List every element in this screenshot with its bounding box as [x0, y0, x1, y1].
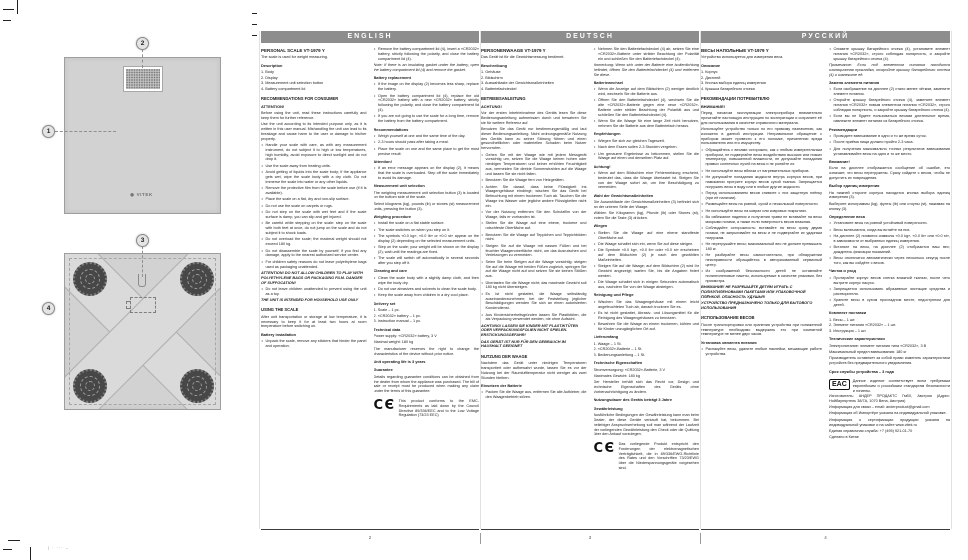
bullet-item: • If an error message appears on the display (2), it means that the scale is overloaded. Step off the scale immediately to avoid its damage.: [374, 166, 480, 180]
bullet-item: • Es ist nicht gestattet, Abrasiv- und Lösungsmittel für die Reinigung des Waagengehäuses zu benutzen.: [594, 311, 700, 321]
sub-header: Measurement unit selection: [373, 183, 425, 189]
sub-header: Battery installation: [261, 331, 297, 337]
sub-header: Срок службы устройства – 3 года: [829, 368, 894, 374]
bullet-item: • Do not disassemble the scale by yourself; if you find any damage, apply to the nearest authorized service center.: [261, 249, 367, 259]
callout-4: 4: [42, 302, 55, 315]
bullet-item: • Весы отключатся автоматически через несколько секунд после того, как вы сойдёте с весов.: [829, 256, 950, 266]
note-paragraph: Note: If there is an insulating gasket under the battery, open the battery compartment lid (4) and remove the gasket.: [373, 62, 479, 72]
bullet-item: • If the image on the display (2) becomes less sharp, replace the battery.: [374, 82, 480, 92]
bullet-item: • Open the battery compartment lid (4), replace the old «CR2032» battery with a new «CR2032» battery, strictly following the polarity, and close the battery compartment lid (4).: [374, 94, 480, 113]
numbered-item: 1. Весы – 1 шт.: [829, 317, 856, 322]
warning-note: ACHTUNG! LASSEN SIE KINDER MIT PLASTIKTÜTEN ODER VERPACKUNGSFOLIEN NICHT SPIELEN. ERSTICKUNGSGEFAHR!: [481, 323, 579, 338]
bullet-item: • Die Waage schaltet sich in einigen Sekunden automatisch aus, nachdem Sie von der Waage absteigen.: [594, 280, 700, 290]
sub-header: Cleaning and care: [373, 268, 408, 274]
paragraph: Производитель оставляет за собой право изменять характеристики устройств без предварительного уведомления.: [829, 356, 950, 366]
bullet-item: • If you are not going to use the scale for a long time, remove the battery from the battery compartment.: [374, 114, 480, 124]
bullet-item: • Соблюдайте осторожность: вставайте на весы сразу двумя ногами, не запрыгивайте на весы и не подвергайте их ударным нагрузкам.: [701, 226, 822, 240]
page-number-russian: 4: [824, 535, 827, 540]
paragraph: Der Hersteller behält sich das Recht vor, Design und technische Eigenschaften des Geräts ohne Vorbenachrichtigung zu ändern.: [593, 380, 699, 394]
bullet-item: • Die Waage schaltet sich ein, wenn Sie auf diese steigen.: [594, 242, 700, 247]
bullet-item: • Handle your scale with care, as with any measurement instrument, do not subject it to high or low temperatures, high humidity, avoid exposure to direct sunlight and do not drop it.: [261, 143, 367, 162]
callout-3: 3: [136, 234, 149, 247]
paragraph: Die Auswahltaste der Gewichtsmaßeinheiten (3) befindet sich an der unteren Seite der Waage.: [593, 200, 699, 209]
bullet-item: • Распакуйте весы, удалите любые наклейки, мешающие работе устройства.: [701, 347, 822, 357]
bullet-item: • Use the scale away from heating units.: [261, 164, 367, 169]
bullet-item: • Die Symbole «0.0 kg», «0.0 lb» oder «0.0 st» erscheinen auf dem Bildschirm (2) je nach den gewählten Maßeinheiten.: [594, 248, 700, 262]
bullet-item: • Be careful while stepping on the scale: step on the scale with both feet at once, do not jump on the scale and do not subject it to shock loads.: [261, 221, 367, 235]
bullet-item: • Remove the battery compartment lid (4), insert a «CR2032» battery, strictly following the polarity, and close the battery compartment lid (4).: [374, 47, 480, 61]
bullet-item: • Place the scale on a flat, dry and non-slip surface.: [261, 197, 367, 202]
paragraph: Maximal weight: 180 kg: [373, 340, 414, 345]
numbered-item: 3. Bedienungsanleitung – 1 St.: [593, 352, 646, 357]
bullet-item: • Не перегружайте весы; максимальный вес не должен превышать 180 кг.: [701, 242, 822, 252]
sub-header: Achtung!: [593, 163, 611, 169]
bullet-item: • Если вы не будете пользоваться весами длительное время, извлеките элемент питания из батарейного отсека.: [829, 114, 950, 124]
bullet-item: • Stellen Sie die Waage auf eine ebene, trockene und rutschfeste Oberfläche auf.: [481, 221, 587, 231]
bullet-item: • Откройте крышку батарейного отсека (4), замените элемент питания «CR2032» новым элементом питания «CR2032», строго соблюдая полярность, и закройте крышку батарейного отсека (4).: [829, 98, 950, 112]
paragraph: Benutzen Sie das Gerät nur bestimmungsmäßig und laut dieser Bedienungsanleitung. Nicht ordnungsgemäße Nutzung des Geräts kann zu seiner Störung führen und einen gesundheitlichen oder materiellen Schaden beim Nutzer hervorrufen.: [481, 127, 587, 151]
sub-header: Чистка и уход: [829, 268, 856, 274]
deutsch-column-2: [594, 47, 700, 527]
foot-bottom-right: [180, 369, 214, 403]
numbered-item: 2. Bildschirm: [481, 75, 503, 80]
paragraph: Power supply: «CR2032» battery, 3 V: [373, 334, 437, 339]
paragraph: Устройство используется для измерения веса.: [701, 55, 784, 60]
bullet-item: • Если изображение на дисплее (2) стало менее чётким, замените элемент питания.: [829, 87, 950, 97]
paragraph: Details regarding guarantee conditions can be obtained from the dealer from whom the appliance was purchased. The bill of sale or receipt must be produced when making any claim under the terms of this guarantee.: [373, 374, 479, 394]
paragraph: Nachdem das Gerät unter niedrigen Temperaturen transportiert oder aufbewahrt wurde, lassen Sie es vor der Nutzung bei der Raumlufttemperatur nicht weniger als zwei Stunden bleiben.: [481, 361, 587, 380]
bullet-item: • Обращайтесь с весами осторожно, как с любым измерительным прибором, не подвергайте весы воздействию высоких или низких температур, повышенной влажности, не допускайте попадания прямых солнечных лучей на весы и не роняйте их.: [701, 148, 822, 167]
sub-header: Description: [261, 62, 283, 68]
paragraph: Das Gerät ist für die Gewichtsmessung bestimmt.: [481, 55, 565, 60]
bullet-item: • Stellen Sie die Waage auf eine ebene standfeste Oberfläche auf.: [594, 231, 700, 241]
numbered-item: 4. Batteriefachdeckel: [481, 86, 517, 91]
bullet-item: • Весы включаются, когда вы встаёте на них.: [829, 228, 950, 233]
paragraph: Изготовитель: АНДЕР ПРОДАКТС ГмбХ, Австрия (Адрес: Нойбаугюртель 38/7А, 1070 Вена, Австрия): [829, 393, 950, 403]
english-column-1: [261, 47, 367, 527]
paragraph: Максимальный предел взвешивания: 180 кг: [829, 350, 907, 355]
paragraph: Информация о сертификации продукции указана на индивидуальной упаковке и на сайте www.vitek.ru: [829, 417, 950, 427]
paragraph: Единая справочная служба: +7 (495) 921-01-70: [829, 428, 913, 433]
language-header-english: ENGLISH: [261, 31, 479, 43]
foot-top-left: [73, 262, 107, 296]
paragraph: Электропитание: элемент питания типа «CR2032», 3 В: [829, 343, 927, 348]
bullet-item: • Do not use abrasives and solvents to clean the scale body.: [374, 287, 480, 292]
bullet-item: • Снимите крышку батарейного отсека (4), установите элемент питания «CR2032», строго соблюдая полярность, и закройте крышку батарейного отсека (4).: [829, 47, 950, 61]
manual-title: ВЕСЫ НАПОЛЬНЫЕ VT-1979 Y: [701, 48, 769, 53]
diagrams-page: [0, 0, 258, 560]
numbered-item: 3. Measurement unit selection button: [261, 81, 324, 86]
bullet-item: • 2-3 hours should pass after taking a meal.: [374, 140, 480, 145]
sub-header: ATTENTION!: [261, 103, 285, 109]
bullet-item: • Packen Sie die Waage aus, entfernen Sie alle Aufkleber, die den Waagenbetrieb stören.: [481, 390, 587, 400]
foot-top-right: [180, 262, 214, 296]
bullet-item: • Во избежание падения и получения травм не вставайте на весы мокрыми ногами, а также если поверхность весов влажная.: [701, 215, 822, 225]
russian-column-2: [829, 47, 950, 527]
bullet-item: • For children safety reasons do not leave polyethylene bags used as packaging unattended.: [261, 260, 367, 270]
battery-compartment-nub: [126, 301, 131, 309]
page-deutsch: [481, 31, 699, 530]
sub-header: ВНИМАНИЕ!: [701, 103, 725, 109]
fold-hairline-4: [951, 31, 952, 529]
paragraph: The scale is used for weight measuring.: [261, 55, 328, 60]
bullet-item: • Wenn auf dem Bildschirm eine Fehlermeldung erscheint, bedeutet das, dass die Waage überlastet ist. Steigen Sie von der Waage sofort ab, um ihre Beschädigung zu vermeiden.: [594, 171, 700, 190]
sub-header: Замена элемента питания: [829, 79, 880, 85]
paragraph: Vor der ersten Inbetriebnahme des Geräts lesen Sie diese Bedienungsanleitung aufmerksam durch und bewahren Sie sie für weitere Referenz auf.: [481, 111, 587, 125]
numbered-item: 1. Waage – 1 St.: [593, 341, 622, 346]
bullet-item: • The scale will switch off automatically in several seconds after you step off it.: [374, 256, 480, 266]
bullet-item: • Не используйте весы вблизи от нагревательных приборов.: [701, 169, 822, 174]
warning-note: УСТРОЙСТВО ПРЕДНАЗНАЧЕНО ТОЛЬКО ДЛЯ БЫТОВОГО ИСПОЛЬЗОВАНИЯ: [701, 301, 813, 311]
numbered-item: 2. Элемент питания «CR2032» – 1 шт.: [829, 323, 897, 328]
bullet-item: • Встаньте на весы, на дисплее (2) отобразится ваш вес; дождитесь фиксации показаний.: [829, 245, 950, 255]
sub-header: Комплект поставки: [829, 310, 867, 316]
sub-header: Gewährleistung: [593, 405, 623, 411]
note-paragraph: Примечание: Если под элементом питания находится изоляционная прокладка, откройте крышку батарейного отсека (4) и извлеките её.: [829, 62, 950, 77]
bullet-item: • Nehmen Sie den Batteriefachdeckel (4) ab, setzen Sie eine «CR2032»-Batterie unter strikter Beachtung der Polarität ein und schließen Sie den Batteriefachdeckel (4).: [594, 47, 700, 61]
bullet-item: • После приёма пищи должно пройти 2-3 часа.: [829, 140, 950, 145]
page-english: [261, 31, 479, 530]
scale-display: [124, 67, 162, 91]
language-header-russian: РУССКИЙ: [701, 31, 950, 43]
page-number-deutsch: 3: [588, 535, 592, 540]
ce-conformity-block: [374, 399, 480, 418]
bullet-item: • Wiegen Sie sich zur gleichen Tageszeit.: [594, 139, 700, 144]
sub-header: Battery replacement: [373, 75, 411, 81]
sub-header: Recommendations: [373, 126, 409, 132]
scale-bottom-view: [64, 253, 221, 410]
sub-header: Attention!: [373, 158, 392, 164]
page-number-english: 2: [368, 535, 372, 540]
sub-header: Описание: [701, 62, 721, 68]
bullet-item: • Benutzen Sie die Waage fern von Heizgeräten.: [481, 178, 587, 183]
bullet-item: • Запрещается использовать абразивные чистящие средства и растворители.: [829, 287, 950, 297]
numbered-item: 2. Display: [261, 75, 278, 80]
bullet-item: • Öffnen Sie den Batteriefachdeckel (4), wechseln Sie die alte «CR2032»-Batterie gegen eine neue «CR2032»-Batterie unter strikter Beachtung der Polarität aus und schließen Sie den Batteriefachdeckel (4).: [594, 98, 700, 117]
page-russian: [701, 31, 950, 530]
bullet-item: • Steigen Sie auf die Waage; auf dem Bildschirm (2) wird Ihr Gewicht angezeigt; warten Sie, bis die Angaben fixiert werden.: [594, 264, 700, 278]
bullet-item: • Clean the scale body with a slightly damp cloth, and then wipe the body dry.: [374, 276, 480, 286]
fold-hairline-1: [259, 31, 260, 529]
sub-header: Reinigung und Pflege: [593, 292, 634, 298]
paragraph: Выберите килограммы (kg), фунты (lb) или стоуны (st), нажимая на кнопку (3).: [829, 201, 950, 211]
vitek-logo-mark-icon: ◉: [130, 192, 137, 197]
paragraph: Используйте устройство только по его прямому назначению, как изложено в данной инструкции. Неправильное обращение с прибором может привести к его поломке, причинению вреда пользователю или его имуществу.: [701, 127, 822, 146]
english-column-2: [374, 47, 480, 527]
bullet-item: • Step on the scale; your weight will be shown on the display (2); wait until the readings are fixed.: [374, 245, 480, 255]
sub-header: Technical data: [373, 326, 401, 332]
bullet-item: • Unpack the scale, remove any stickers that hinder the panel and operation.: [261, 339, 367, 349]
bullet-item: • Bewahren Sie die Waage an einem trockenen, kühlen und für Kinder unzugänglichen Ort auf.: [594, 322, 700, 332]
eac-mark-icon: EAC: [829, 379, 850, 390]
print-info-text: | · ··· –: [48, 545, 69, 550]
conformity-text: Das vorliegende Produkt entspricht den Forderungen der elektromagnetischen Verträglichkeit, die in 89/336/EWG-Richtlinie des Rates und den Vorschriften 73/23/EWG über die Niederspannungsgeräte vorgesehen sind.: [618, 442, 699, 471]
bullet-item: • Aus Kindersicherheitsgründen lassen Sie Plastiktüten, die als Verpackung verwendet werden, nie ohne Aufsicht.: [481, 313, 587, 323]
russian-column-1: [701, 47, 822, 527]
paragraph: Stromversorgung: «CR2032»-Batterie, 3 V: [593, 367, 666, 372]
bullet-item: • Avoid getting of liquids into the scale body; if the appliance gets wet, wipe the scale body with a dry cloth. Do not immerse the scale into water or any other liquids.: [261, 170, 367, 184]
language-header-deutsch: DEUTSCH: [481, 31, 699, 43]
section-header: РЕКОМЕНДАЦИИ ПОТРЕБИТЕЛЮ: [701, 96, 770, 102]
bullet-item: • Achten Sie darauf, dass keine Flüssigkeit ins Waagengehäuse eindringt; wischen Sie das Gerät bei Befeuchtung mit einem trockenen Tuch ab. Tauchen Sie die Waage ins Wasser oder jegliche andere Flüssigkeiten nicht ein.: [481, 185, 587, 209]
paragraph: Use the unit according to its intended purpose only, as it is written in this user manual. Mishandling the unit can lead to its breakage and cause harm to the user or damage to his/her property.: [261, 122, 367, 141]
numbered-item: 1. Scale – 1 pc.: [373, 308, 400, 313]
callout-1: 1: [42, 125, 55, 138]
paragraph: The weighing measurement unit selection button (3) is located on the bottom side of the scale.: [373, 190, 479, 200]
bullet-item: • Из соображений безопасности детей не оставляйте полиэтиленовые пакеты, используемые в качестве упаковки, без присмотра.: [701, 269, 822, 283]
sub-header: Batteriewechsel: [593, 79, 624, 85]
sub-header: Technische Eigenschaften: [593, 360, 643, 366]
vitek-logo: [64, 192, 219, 198]
bullet-item: • Не разбирайте весы самостоятельно, при обнаружении неисправности обращайтесь в авторизованный сервисный центр.: [701, 253, 822, 267]
vitek-logo-text: VITEK: [136, 192, 153, 197]
numbered-item: 1. Body: [261, 70, 274, 75]
bullet-item: • Do not use the scale on carpets or rugs.: [261, 204, 367, 209]
paragraph: Если на дисплее отображается сообщение об ошибке, это означает, что весы перегружены. Сразу сойдите с весов, чтобы не допустить их повреждения.: [829, 166, 950, 180]
bullet-item: • Не допускайте попадания жидкости внутрь корпуса весов, при намокании протрите корпус весов сухой тканью. Запрещается погружать весы в воду или в любые другие жидкости.: [701, 175, 822, 189]
section-header: RECOMMENDATIONS FOR CONSUMER: [261, 96, 339, 102]
foot-bottom-left: [73, 369, 107, 403]
conformity-text: This product conforms to the EMC-Requirements as laid down by the Council Directive 89/336/EEC and to the Low Voltage Regulation (73/23 EEC): [398, 398, 479, 418]
callout-3-leader-line: [142, 246, 143, 277]
sub-header: Wahl der Gewichtsmaßeinheiten: [593, 192, 654, 198]
numbered-item: 1. Gehäuse: [481, 70, 501, 75]
ce-mark-icon: CЄ: [593, 441, 616, 457]
section-header: BETRIEBSANLEITUNG: [481, 96, 526, 102]
warning-note: DAS GERÄT IST NUR FÜR DEN GEBRAUCH IM HAUSHALT GEEIGNET: [481, 339, 566, 349]
bullet-item: • Для получения максимально точных результатов взвешивания устанавливайте весы на одно и то же место.: [829, 147, 950, 157]
callout-1-leader-line: [55, 131, 116, 132]
bullet-item: • Do not step on the scale with wet feet and if the scale surface is damp, you can slip and get injured.: [261, 210, 367, 220]
numbered-item: 4. Battery compartment lid: [261, 86, 306, 91]
bullet-item: • Überlasten Sie die Waage nicht; das maximale Gewicht soll 180 kg nicht übersteigen.: [481, 281, 587, 291]
bullet-item: • Gehen Sie mit der Waage wie mit jedem Messgerät vorsichtig um, setzen Sie die Waage keinen hohen oder niedrigen Temperaturen und keiner erhöhten Feuchtigkeit aus, vermeiden Sie direkte Sonnenstrahlen auf die Waage und lassen Sie sie nicht fallen.: [481, 153, 587, 177]
paragraph: Maximales Gewicht: 180 kg: [593, 374, 640, 379]
bullet-item: • Do not overload the scale; the maximal weight should not exceed 180 kg.: [261, 237, 367, 247]
paragraph: Before using the unit, read these instructions carefully and keep them for further reference.: [261, 111, 367, 120]
bullet-item: • Benutzen Sie die Waage auf Teppichen und Teppichböden nicht.: [481, 233, 587, 243]
sub-header: Lieferumfang: [593, 334, 619, 340]
paragraph: После транспортировки или хранения устройства при пониженной температуре необходимо выдержать его при комнатной температуре не менее двух часов.: [701, 322, 822, 337]
bullet-item: • Протирайте корпус весов слегка влажной тканью, после чего вытрите корпус насухо.: [829, 276, 950, 286]
bullet-item: • Размещайте весы на ровной, сухой и нескользкой поверхности.: [701, 202, 822, 207]
bullet-item: • Проводите взвешивание в одно и то же время суток.: [829, 134, 950, 139]
bullet-item: • Es ist nicht gestattet, die Waage selbständig auseinanderzunehmen; bei der Feststellung jeglicher Beschädigungen wenden Sie sich an einen autorisierten Kundendienst.: [481, 292, 587, 311]
note-paragraph: Anmerkung: Wenn sich unter der Batterie eine Isolierdichtung befindet, öffnen Sie den Batteriefachdeckel (4) und entfernen Sie diese.: [593, 62, 699, 77]
bullet-item: • Weigh yourself at one and the same time of the day.: [374, 134, 480, 139]
sub-header: Weighing procedure: [373, 213, 412, 219]
numbered-item: 1. Корпус: [701, 70, 718, 75]
bullet-item: • Храните весы в сухом прохладном месте, недоступном для детей.: [829, 298, 950, 308]
numbered-item: 4. Крышка батарейного отсека: [701, 86, 755, 91]
paragraph: Информация об Импортёре указана на индивидуальной упаковке.: [829, 411, 947, 416]
conformity-text: Данное изделие соответствует всем требуемым европейским и российским стандартам безопасности и гигиены.: [852, 379, 950, 394]
bullet-item: • Установите весы на ровной устойчивой поверхности.: [829, 221, 950, 226]
deutsch-column-1: [481, 47, 587, 527]
sub-header: Empfehlungen: [593, 131, 621, 137]
manual-title: PERSONENWAAGE VT-1979 Y: [481, 48, 546, 53]
callout-2-leader-line: [142, 49, 143, 68]
bullet-item: • На дисплее (2) появятся символы «0.0 kg», «0.0 lb» или «0.0 st», в зависимости от выбранных единиц измерения.: [829, 234, 950, 244]
bullet-item: • The symbols «0.0 kg», «0.0 lb» or «0.0 st» appear on the display (2) depending on the selected measurement units.: [374, 234, 480, 244]
callout-2: 2: [136, 37, 149, 50]
numbered-item: 2. «CR2032»-Batterie – 1 St.: [593, 347, 643, 352]
manual-title: PERSONAL SCALE VT-1979 Y: [261, 48, 325, 53]
bullet-item: • Не используйте весы на коврах или ковровых покрытиях.: [701, 209, 822, 214]
warning-note: ВНИМАНИЕ! НЕ РАЗРЕШАЙТЕ ДЕТЯМ ИГРАТЬ С ПОЛИЭТИЛЕНОВЫМИ ПАКЕТАМИ ИЛИ УПАКОВОЧНОЙ ПЛЁНКОЙ. ОПАСНОСТЬ УДУШЬЯ!: [701, 285, 806, 299]
bullet-item: • Install the scale on a flat stable surface.: [374, 221, 480, 226]
bullet-item: • Place the scale on one and the same place to get the most precise result.: [374, 147, 480, 157]
eac-conformity-block: [829, 379, 950, 393]
paragraph: Wählen Sie Kilogramm (kg), Pfunde (lb) oder Stones (st), indem Sie die Taste (3) drücken.: [593, 211, 699, 221]
bullet-item: • Wenn die Anzeige auf dem Bildschirm (2) weniger deutlich wird, wechseln Sie die Batterie aus.: [594, 87, 700, 97]
sub-header: Wiegen: [593, 223, 608, 229]
paragraph: Перед началом эксплуатации электроприбора внимательно прочитайте настоящую инструкцию по эксплуатации и сохраните её для использования в качестве справочного материала.: [701, 111, 822, 125]
bullet-item: • Remove the protective film from the scale before use (if it is available).: [261, 186, 367, 196]
bullet-item: • Um genauere Ergebnisse zu bekommen, stellen Sie die Waage auf einen und denselben Platz auf.: [594, 152, 700, 162]
warning-note: THE UNIT IS INTENDED FOR HOUSEHOLD USE ONLY: [261, 298, 359, 303]
sub-header: Einsetzen der Batterie: [481, 382, 522, 388]
ce-mark-icon: CЄ: [373, 397, 396, 413]
bullet-item: • Перед использованием весов снимите с них защитную плёнку (при её наличии).: [701, 191, 822, 201]
numbered-item: 3. Instruction manual – 1 pc.: [373, 319, 422, 324]
bullet-item: • Wischen Sie das Waagengehäuse mit einem leicht angefeuchteten Tuch ab, danach trocknen Sie es.: [594, 300, 700, 310]
numbered-item: 2. «CR2032» battery – 1 pc.: [373, 313, 421, 318]
paragraph: Select kilograms (kg), pounds (lb) or stones (st) measurement units, pressing the button (3).: [373, 201, 479, 211]
paragraph: На нижней стороне корпуса находится кнопка выбора единиц измерения (3).: [829, 190, 950, 200]
section-header: NUTZUNG DER WAAGE: [481, 353, 528, 359]
numbered-item: 3. Инструкция – 1 шт.: [829, 328, 867, 333]
bullet-item: • Wenn Sie die Waage für eine lange Zeit nicht benutzen, nehmen Sie die Batterie aus dem Batteriefach heraus.: [594, 119, 700, 129]
numbered-item: 3. Кнопка выбора единиц измерения: [701, 81, 766, 86]
paragraph: Информация для связи – email: anderproduct@gmail.com: [829, 405, 930, 409]
paragraph: After unit transportation or storage at low temperature, it is necessary to keep it for at least two hours at room temperature before switching on.: [261, 314, 367, 329]
warning-note: ATTENTION! DO NOT ALLOW CHILDREN TO PLAY WITH POLYETHYLENE BAGS OR PACKAGING FILM. DANGER OF SUFFOCATION!: [261, 270, 363, 285]
bullet-item: • Do not leave children unattended to prevent using the unit as a toy.: [261, 287, 367, 297]
sub-header: Определение веса: [829, 213, 865, 219]
bullet-item: • Keep the scale away from children in a dry cool place.: [374, 293, 480, 298]
ce-conformity-block: [594, 442, 700, 471]
paragraph: The manufacturer reserves the right to change the characteristics of the device without prior notice.: [373, 346, 479, 356]
bullet-item: • The scale switches on when you step on it.: [374, 228, 480, 233]
numbered-item: 3. Auswahltaste der Gewichtsmaßeinheiten: [481, 81, 554, 86]
bullet-item: • Nach dem Essen sollen 2-3 Stunden vergehen.: [594, 145, 700, 150]
section-header: USING THE SCALE: [261, 307, 299, 313]
battery-compartment: [130, 297, 156, 313]
bullet-item: • Vor der Nutzung entfernen Sie den Schutzfilm von der Waage, falls er vorhanden ist.: [481, 210, 587, 220]
sub-header: Delivery set: [373, 300, 396, 306]
section-header: ИСПОЛЬЗОВАНИЕ ВЕСОВ: [701, 315, 755, 321]
sub-header: Unit operating life is 3 years: [373, 358, 426, 364]
bullet-item: • Steigen Sie auf die Waage mit nassen Füßen und bei feuchter Waagenoberfläche nicht, um das Ausrutschen und Verletzungen zu vermeiden.: [481, 244, 587, 258]
bullet-item: • Seien Sie beim Steigen auf die Waage vorsichtig: steigen Sie auf die Waage mit beiden Füßen zugleich, springen Sie auf die Waage nicht auf und setzen Sie sie keinen Stößen aus.: [481, 260, 587, 279]
sub-header: Внимание!: [829, 158, 850, 164]
sub-header: Beschreibung: [481, 62, 507, 68]
sub-header: Рекомендации: [829, 126, 858, 132]
sub-header: Nutzungsdauer des Geräts beträgt 3 Jahre: [593, 397, 672, 403]
sub-header: Установка элемента питания: [701, 339, 757, 345]
paragraph: Сделано в Китае: [829, 435, 859, 440]
sub-header: Технические характеристики: [829, 336, 885, 342]
sub-header: ACHTUNG!: [481, 103, 502, 109]
sub-header: Guarantee: [373, 367, 393, 373]
sub-header: Выбор единиц измерения: [829, 183, 880, 189]
paragraph: Ausführliche Bedingungen der Gewährleistung kann man beim Dealer, der diese Geräte verkauft hat, bekommen. Bei beliebiger Anspruchserhebung soll man während der Laufzeit der vorliegenden Gewährleistung den Check oder die Quittung über den Ankauf vorzulegen.: [593, 413, 699, 437]
numbered-item: 2. Дисплей: [701, 75, 721, 80]
